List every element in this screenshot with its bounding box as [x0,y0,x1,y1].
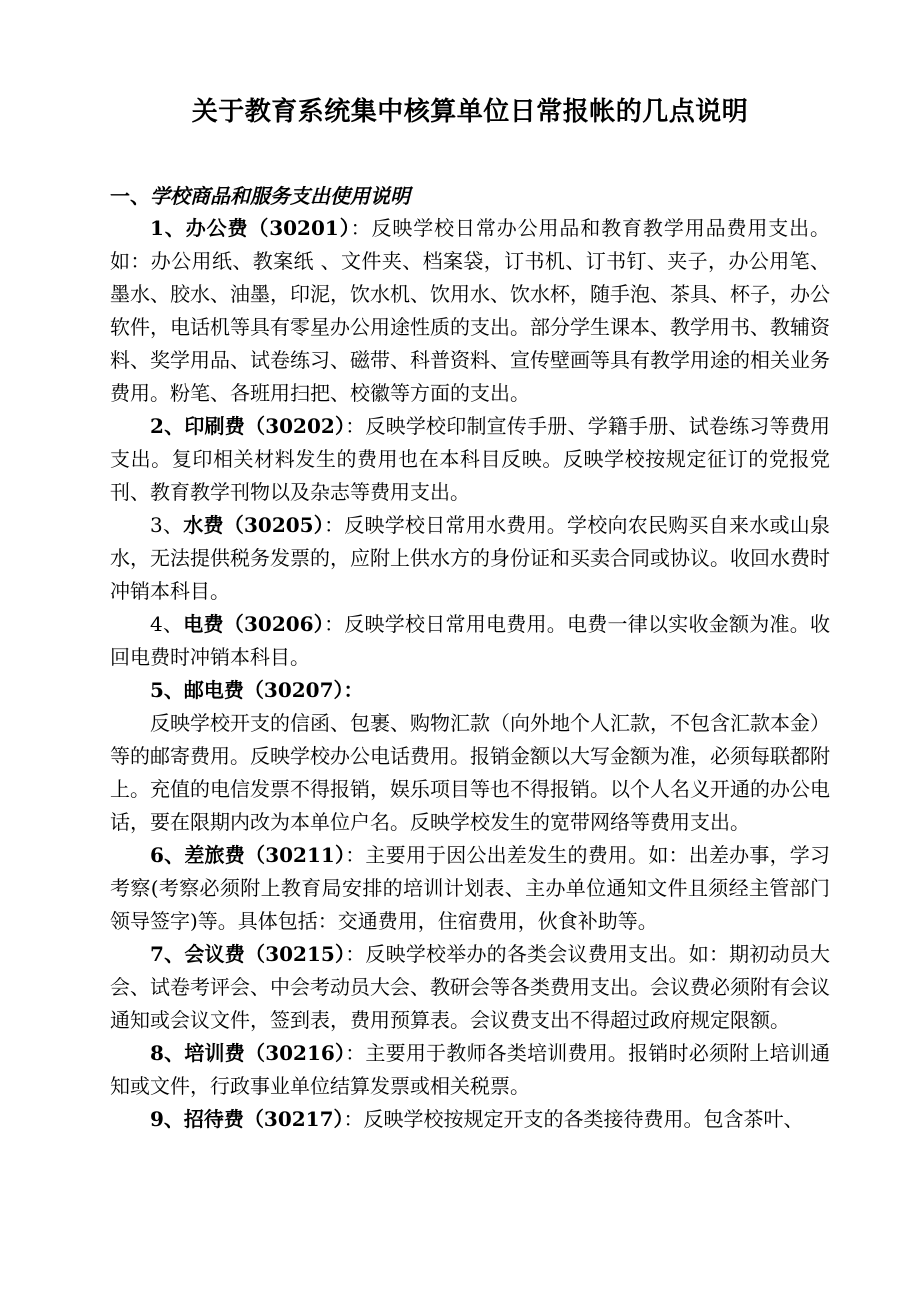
item-label: 9、 [150,1107,184,1131]
item-name: 邮电费 [183,678,244,702]
paragraph-item-1 [110,212,830,410]
item-text: ：反映学校举办的各类会议费用支出。如：期初动员大会、试卷考评会、中会考动员大会、教研会等各类费用支出。会议费必须附有会议通知或会议文件，签到表，费用预算表。会议费支出不得超过政府规定限额。 [110,942,831,1032]
paragraph-item-3 [110,509,830,608]
paragraph-item-4 [110,608,830,674]
item-code: （30211） [244,843,346,867]
item-text: ：反映学校日常办公用品和教育教学用品费用支出。如：办公用纸、教案纸 、文件夹、档案袋，订书机、订书钉、夹子，办公用笔、墨水、胶水、油墨，印泥，饮水机、饮用水、饮水杯，随手泡、茶具、杯子，办公软件，电话机等具有零星办公用途性质的支出。部分学生课本、教学用书、教辅资料、奖学用品、试卷练习、磁带、科普资料、宣传壁画等具有教学用途的相关业务费用。粉笔、各班用扫把、校徽等方面的支出。 [110,216,830,405]
item-name: 印刷费 [184,414,245,438]
item-name: 办公费 [185,216,249,240]
item-label: 3、 [150,513,184,537]
paragraph-item-5-body: 反映学校开支的信函、包裹、购物汇款（向外地个人汇款，不包含汇款本金）等的邮寄费用。反映学校办公电话费用。报销金额以大写金额为准，必须每联都附上。充值的电信发票不得报销，娱乐项目等也不得报销。以个人名义开通的办公电话，要在限期内改为本单位户名。反映学校发生的宽带网络等费用支出。 [110,711,830,834]
paragraph-item-2 [110,410,830,509]
item-name: 电费 [183,612,224,636]
section-number: 一、 [110,184,150,208]
item-label: 8、 [150,1041,185,1065]
section-title: 学校商品和服务支出使用说明 [150,184,410,208]
item-code: （30215） [244,942,346,966]
paragraph-item-8 [110,1037,830,1103]
item-label: 1、 [150,216,186,240]
section-heading-1 [110,180,830,212]
item-name: 培训费 [184,1041,245,1065]
item-code: （30217） [243,1107,344,1131]
item-text: ：主要用于教师各类培训费用。报销时必须附上培训通知或文件，行政事业单位结算发票或相关税票。 [110,1041,831,1098]
item-text: ：反映学校日常用电费用。电费一律以实收金额为准。收回电费时冲销本科目。 [110,612,831,669]
item-label: 4、 [150,612,184,636]
item-label: 6、 [150,843,185,867]
item-code: （30216） [244,1041,346,1065]
paragraph-item-5 [110,674,830,707]
item-label: 7、 [150,942,185,966]
item-code: （30205） [223,513,325,537]
paragraph-item-7 [110,938,830,1037]
item-text: ： [343,678,364,702]
item-name: 招待费 [183,1107,244,1131]
item-text: ：反映学校按规定开支的各类接待费用。包含茶叶、 [343,1107,804,1131]
item-code: （30207） [243,678,344,702]
item-name: 水费 [183,513,224,537]
item-label: 2、 [150,414,185,438]
item-name: 会议费 [184,942,245,966]
item-code: （30202） [244,414,346,438]
item-text: ：反映学校印制宣传手册、学籍手册、试卷练习等费用支出。复印相关材料发生的费用也在本科目反映。反映学校按规定征订的党报党刊、教育教学刊物以及杂志等费用支出。 [110,414,831,504]
document-title: 关于教育系统集中核算单位日常报帐的几点说明 [191,97,749,127]
paragraph-item-9 [110,1103,830,1136]
paragraph-item-6 [110,839,830,938]
item-text: ：反映学校日常用水费用。学校向农民购买自来水或山泉水，无法提供税务发票的，应附上供水方的身份证和买卖合同或协议。收回水费时冲销本科目。 [110,513,831,603]
item-text: ：主要用于因公出差发生的费用。如：出差办事，学习考察(考察必须附上教育局安排的培训计划表、主办单位通知文件且须经主管部门领导签字)等。具体包括：交通费用，住宿费用，伙食补助等。 [110,843,831,933]
item-label: 5、 [150,678,184,702]
item-code: （30206） [223,612,325,636]
item-code: （30201） [248,216,351,240]
document-page [110,0,830,1136]
item-name: 差旅费 [184,843,245,867]
